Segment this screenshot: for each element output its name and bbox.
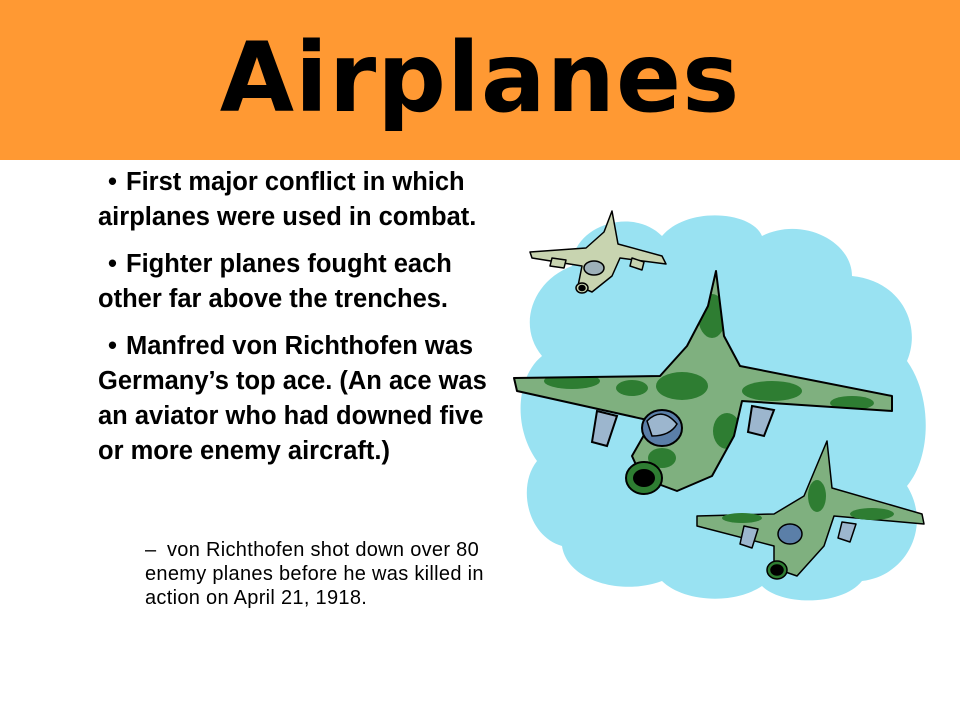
bullet-item — [98, 329, 513, 469]
bullet-text: Manfred von Richthofen was Germany’s top ace. (An ace was an aviator who had downed five or more enemy aircraft.) — [98, 332, 487, 465]
sub-bullet-text: von Richthofen shot down over 80 enemy planes before he was killed in action on April 21, 1918. — [145, 539, 484, 609]
bullet-item — [98, 247, 513, 317]
bullet-text: Fighter planes fought each other far above the trenches. — [98, 250, 452, 313]
title-bar — [0, 0, 960, 160]
sub-bullet-marker: – — [145, 539, 157, 561]
bullet-marker: • — [108, 332, 117, 360]
bullet-item — [98, 165, 513, 235]
sub-bullet-item — [143, 538, 520, 610]
fighter-jets-illustration — [512, 196, 930, 606]
slide-title: Airplanes — [219, 22, 741, 134]
bullet-text: First major conflict in which airplanes were used in combat. — [98, 168, 477, 231]
bullet-marker: • — [108, 250, 117, 278]
bullet-list — [98, 165, 513, 481]
bullet-marker: • — [108, 168, 117, 196]
